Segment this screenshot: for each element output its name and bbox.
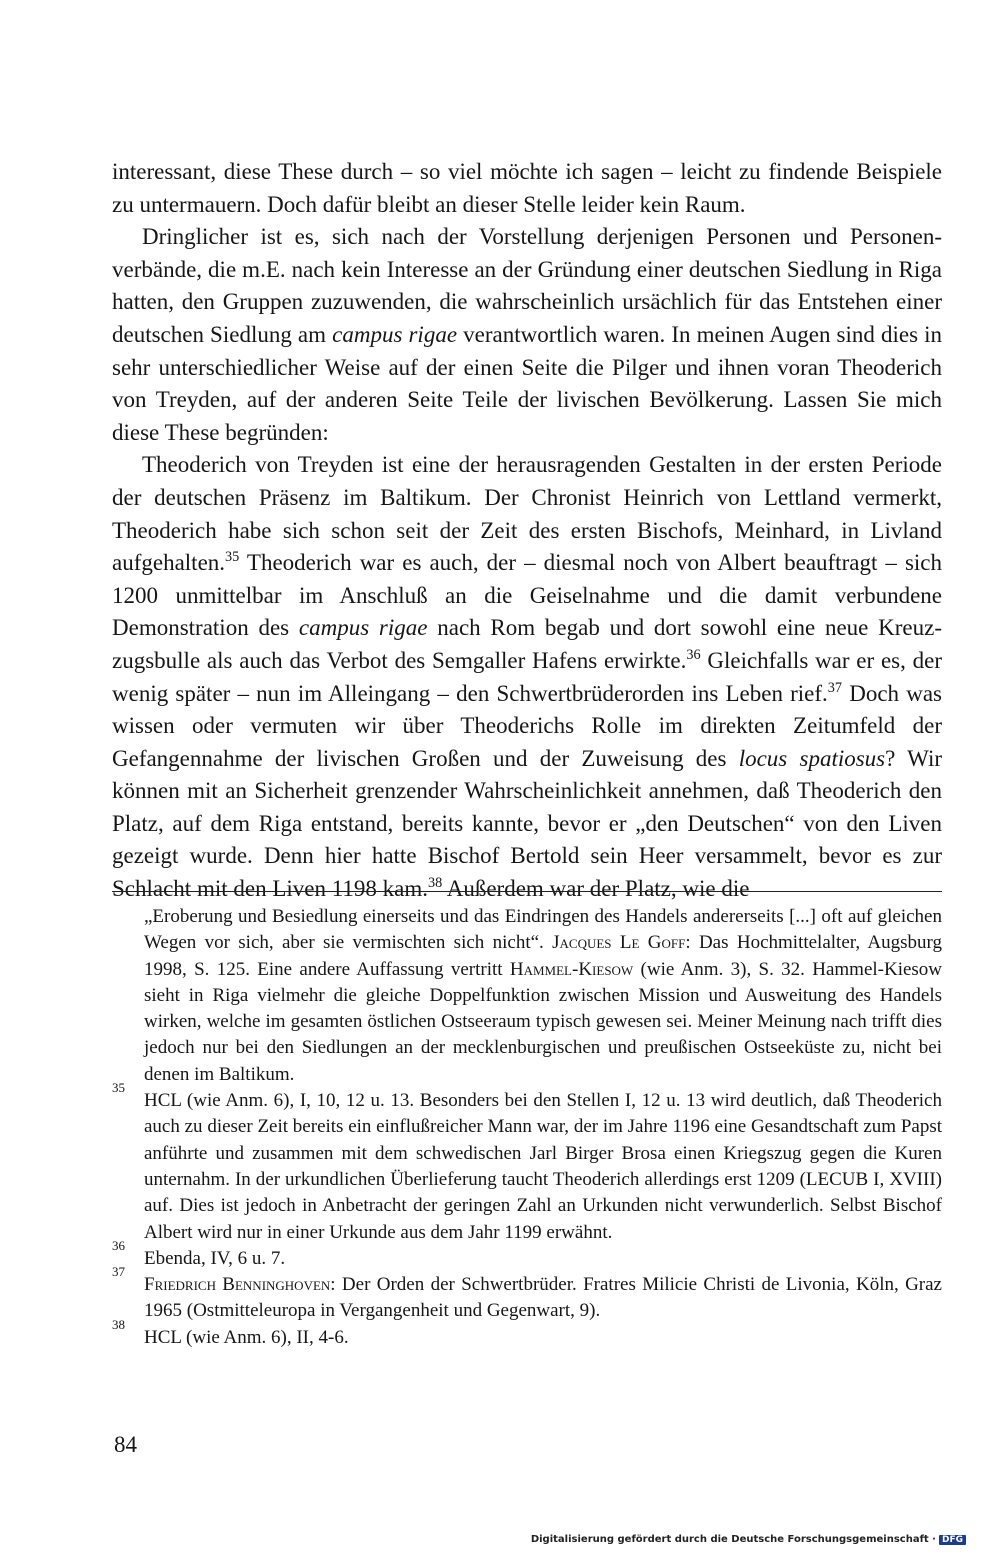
- page-number: 84: [114, 1432, 137, 1457]
- footnote-ref-35[interactable]: 35: [225, 549, 240, 566]
- emphasis-locus-spatiosus: locus spatiosus: [738, 745, 886, 771]
- footnote-separator: [112, 891, 942, 892]
- author-name: Jacques Le Goff: [552, 932, 686, 954]
- footnote-continuation: „Eroberung und Besiedlung einerseits und das Eindringen des Handels andererseits [...] oft auf gleichen Wegen vor sich, aber sie vermischten sich nicht“. Jacques Le Goff: Das Hochmittelalter, Augsburg 1998, S. 125. Eine andere Auffassung vertritt Hammel-Kiesow (wie Anm. 3), S. 32. Hammel-Kiesow sieht in Riga vielmehr die gleiche Doppelfunktion zwischen Mission und Ausweitung des Handels wirken, welche im gesamten östlichen Ostseeraum typisch gewesen sei. Meiner Meinung nach trifft dies jedoch nur bei den Siedlungen an der mecklenburgischen und preußischen Ostseeküste zu, nicht bei denen im Baltikum.: [144, 906, 943, 1085]
- footnotes: [112, 904, 942, 1351]
- author-name: Hammel-Kiesow: [509, 958, 634, 980]
- footnote-number: 37: [112, 1264, 125, 1280]
- emphasis-campus-rigae: campus rigae: [298, 615, 428, 641]
- footnote-35: 35 HCL (wie Anm. 6), I, 10, 12 u. 13. Besonders bei den Stellen I, 12 u. 13 wird deutlich, daß Theoderich auch zu dieser Zeit bereits ein einflußreicher Mann war, der im Jahre 1196 eine Gesandtschaft zum Papst anführte und zusammen mit dem schwedischen Jarl Birger Brosa einen Kriegszug gegen die Kuren unternahm. In der urkundlichen Überlieferung taucht Theoderich allerdings erst 1209 (LECUB I, XVIII) auf. Dies ist jedoch in Anbetracht der geringen Zahl an Urkunden nicht verwunderlich. Selbst Bischof Albert wird nur in einer Urkunde aus dem Jahr 1199 erwähnt.: [112, 1080, 942, 1243]
- footnote-38: 38 HCL (wie Anm. 6), II, 4-6.: [112, 1316, 349, 1348]
- main-text: [112, 156, 942, 906]
- footnote-ref-36[interactable]: 36: [686, 647, 701, 664]
- dfg-logo-icon: DFG: [939, 1535, 966, 1545]
- footnote-number: 36: [112, 1237, 125, 1253]
- emphasis-campus-rigae: campus rigae: [332, 321, 458, 347]
- paragraph-3: Theoderich von Treyden ist eine der herausragenden Gestalten in der ersten Periode der deutschen Präsenz im Baltikum. Der Chronist Heinrich von Lettland vermerkt, Theoderich habe sich schon seit der Zeit des ersten Bischofs, Meinhard, in Livland aufgehalten.$^{35}$ Theoderich war es auch, der – diesmal noch von Albert beauftragt – sich 1200 unmittelbar im Anschluß an die Geiselnahme und die damit verbundene Demonstration des campus rigae nach Rom begab und dort sowohl eine neue Kreuzzugsbulle als auch das Verbot des Semgaller Hafens erwirkte.$^{36}$ Gleichfalls war er es, der wenig später – nun im Alleingang – den Schwertbrüderorden ins Leben rief.$^{37}$ Doch was wissen oder vermuten wir über Theoderichs Rolle im direkten Zeitumfeld der Gefangennahme der livischen Großen und der Zuweisung des locus spatiosus? Wir können mit an Sicherheit grenzender Wahrscheinlichkeit annehmen, daß Theoderich den Platz, auf dem Riga entstand, bereits kannte, bevor er „den Deutschen“ von den Liven gezeigt wurde. Denn hier hatte Bischof Bertold sein Heer versammelt, bevor es zur Schlacht mit den Liven 1198 kam.$^{38}$ Außerdem war der Platz, wie die: [112, 452, 943, 902]
- credit-text: Digitalisierung gefördert durch die Deutsche Forschungsgemeinschaft ·: [530, 1534, 936, 1545]
- footnote-ref-38[interactable]: 38: [427, 875, 443, 892]
- footnote-37: 37 Friedrich Benninghoven: Der Orden der Schwertbrüder. Fratres Milicie Christi de Livonia, Köln, Graz 1965 (Ostmitteleuropa in Vergangenheit und Gegenwart, 9).: [112, 1264, 942, 1322]
- footnote-number: 38: [112, 1316, 125, 1332]
- author-name: Friedrich Benninghoven: [144, 1274, 331, 1296]
- digitization-credit: [531, 1534, 966, 1545]
- footnote-number: 35: [112, 1080, 125, 1096]
- paragraph-1: interessant, diese These durch – so viel möchte ich sagen – leicht zu findende Beispiele zu untermauern. Doch dafür bleibt an dieser Stelle leider kein Raum.: [112, 159, 942, 217]
- footnote-36: 36 Ebenda, IV, 6 u. 7.: [112, 1237, 286, 1269]
- paragraph-2: Dringlicher ist es, sich nach der Vorstellung derjenigen Personen und Personenverbände, die m.E. nach kein Interesse an der Gründung einer deutschen Siedlung in Riga hatten, den Gruppen zuzuwenden, die wahrscheinlich ursächlich für das Entstehen einer deutschen Siedlung am campus rigae verantwortlich waren. In meinen Augen sind dies in sehr unterschiedlicher Weise auf der einen Seite die Pilger und ihnen voran Theoderich von Treyden, auf der anderen Seite Teile der livischen Bevölkerung. Lassen Sie mich diese These begründen:: [112, 224, 942, 445]
- footnote-ref-37[interactable]: 37: [827, 679, 843, 696]
